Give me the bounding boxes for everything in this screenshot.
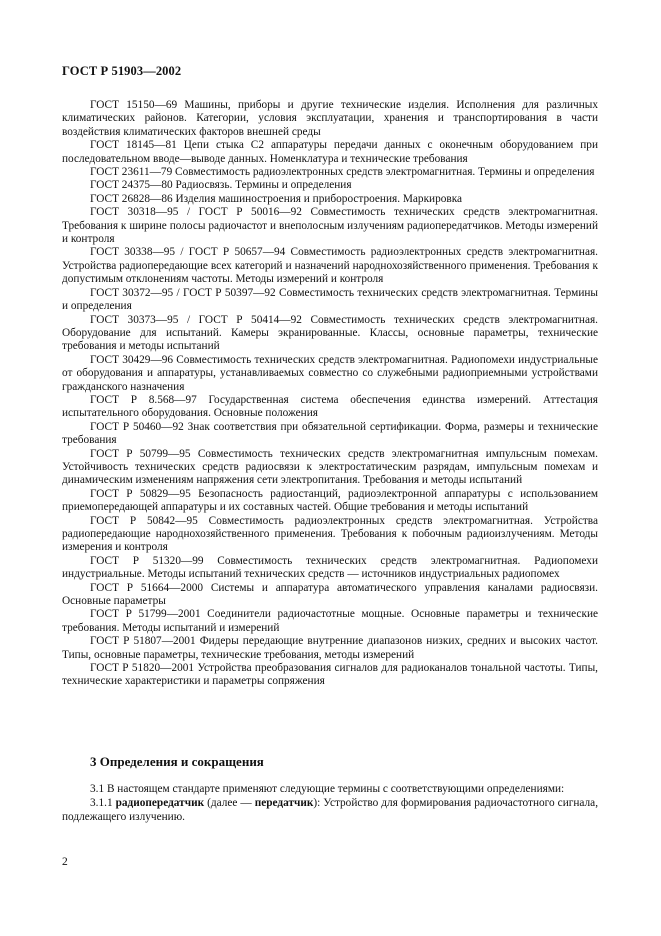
- definition-item: [62, 797, 598, 824]
- definition-alias-prefix: (далее —: [207, 797, 252, 810]
- definition-alias: передатчик: [254, 797, 314, 810]
- reference-item: ГОСТ 15150—69 Машины, приборы и другие технические изделия. Исполнения для различных климатических районов. Категории, условия эксплуатации, хранения и транспортирования в части воздействия климатических факторов внешней среды: [62, 99, 598, 138]
- reference-item: ГОСТ Р 8.568—97 Государственная система обеспечения единства измерений. Аттестация испытательного оборудования. Основные положения: [62, 393, 598, 420]
- section-heading: 3 Определения и сокращения: [90, 754, 264, 769]
- reference-item: ГОСТ 24375—80 Радиосвязь. Термины и определения: [90, 179, 352, 192]
- reference-item: ГОСТ 26828—86 Изделия машиностроения и приборостроения. Маркировка: [90, 192, 463, 205]
- reference-item: ГОСТ Р 50460—92 Знак соответствия при обязательной сертификации. Форма, размеры и технические требования: [62, 420, 598, 447]
- definition-text: ): Устройство для формирования радиочастотного сигнала, подлежащего излучению.: [62, 797, 599, 823]
- page-number: 2: [62, 856, 68, 868]
- reference-item: ГОСТ Р 51820—2001 Устройства преобразования сигналов для радиоканалов тональной частоты. Типы, технические характеристики и параметры сопряжения: [62, 662, 598, 688]
- normative-references-list: [62, 99, 598, 689]
- reference-item: ГОСТ 30318—95 / ГОСТ Р 50016—92 Совместимость технических средств электромагнитная. Требования к ширине полосы радиочастот и внеполосным излучениям радиопередатчиков. Методы измерений и контроля: [62, 206, 598, 246]
- reference-item: ГОСТ Р 51799—2001 Соединители радиочастотные мощные. Основные параметры и технические требования. Методы испытаний и измерений: [62, 608, 598, 634]
- reference-item: ГОСТ 30338—95 / ГОСТ Р 50657—94 Совместимость радиоэлектронных средств электромагнитная. Устройства радиопередающие всех категорий и назначений народнохозяйственного применения. Требования к допустимым отклонениям частоты. Методы измерений и контроля: [62, 246, 598, 286]
- reference-item: ГОСТ 23611—79 Совместимость радиоэлектронных средств электромагнитная. Термины и определения: [90, 166, 595, 179]
- definitions-intro: 3.1 В настоящем стандарте применяют следующие термины с соответствующими определениями:: [90, 783, 565, 795]
- reference-item: ГОСТ Р 50799—95 Совместимость технических средств электромагнитная импульсным помехам. Устойчивость технических средств радиосвязи к электростатическим разрядам, импульсным помехам и динамическим изменениям напряжения сети электропитания. Требования и методы испытаний: [62, 447, 598, 487]
- reference-item: ГОСТ Р 51807—2001 Фидеры передающие внутренние диапазонов низких, средних и высоких частот. Типы, основные параметры, технические требования, методы измерений: [62, 635, 598, 661]
- reference-item: ГОСТ Р 51320—99 Совместимость технических средств электромагнитная. Радиопомехи индустриальные. Методы испытаний технических средств — источников индустриальных радиопомех: [62, 554, 598, 581]
- page-header: ГОСТ Р 51903—2002: [62, 64, 182, 78]
- definition-number: 3.1.1: [90, 797, 113, 810]
- reference-item: ГОСТ 18145—81 Цепи стыка С2 аппаратуры передачи данных с оконечным оборудованием при последовательном вводе—выводе данных. Номенклатура и технические требования: [62, 139, 598, 165]
- reference-item: ГОСТ 30372—95 / ГОСТ Р 50397—92 Совместимость технических средств электромагнитная. Термины и определения: [62, 286, 598, 313]
- reference-item: ГОСТ 30429—96 Совместимость технических средств электромагнитная. Радиопомехи индустриальные от оборудования и аппаратуры, устанавливаемых совместно со служебными радиоприемными устройствами гражданского назначения: [62, 353, 598, 393]
- definitions-section: [62, 783, 598, 824]
- reference-item: ГОСТ 30373—95 / ГОСТ Р 50414—92 Совместимость технических средств электромагнитная. Оборудование для испытаний. Камеры экранированные. Классы, основные параметры, технические требования и методы испытаний: [62, 313, 598, 353]
- reference-item: ГОСТ Р 51664—2000 Системы и аппаратура автоматического управления каналами радиосвязи. Основные параметры: [62, 581, 598, 608]
- definition-term: радиопередатчик: [115, 797, 205, 810]
- reference-item: ГОСТ Р 50842—95 Совместимость радиоэлектронных средств электромагнитная. Устройства радиопередающие народнохозяйственного применения. Требования к побочным радиоизлучениям. Методы измерения и контроля: [62, 514, 598, 554]
- reference-item: ГОСТ Р 50829—95 Безопасность радиостанций, радиоэлектронной аппаратуры с использованием приемопередающей аппаратуры и их составных частей. Общие требования и методы испытаний: [62, 487, 598, 514]
